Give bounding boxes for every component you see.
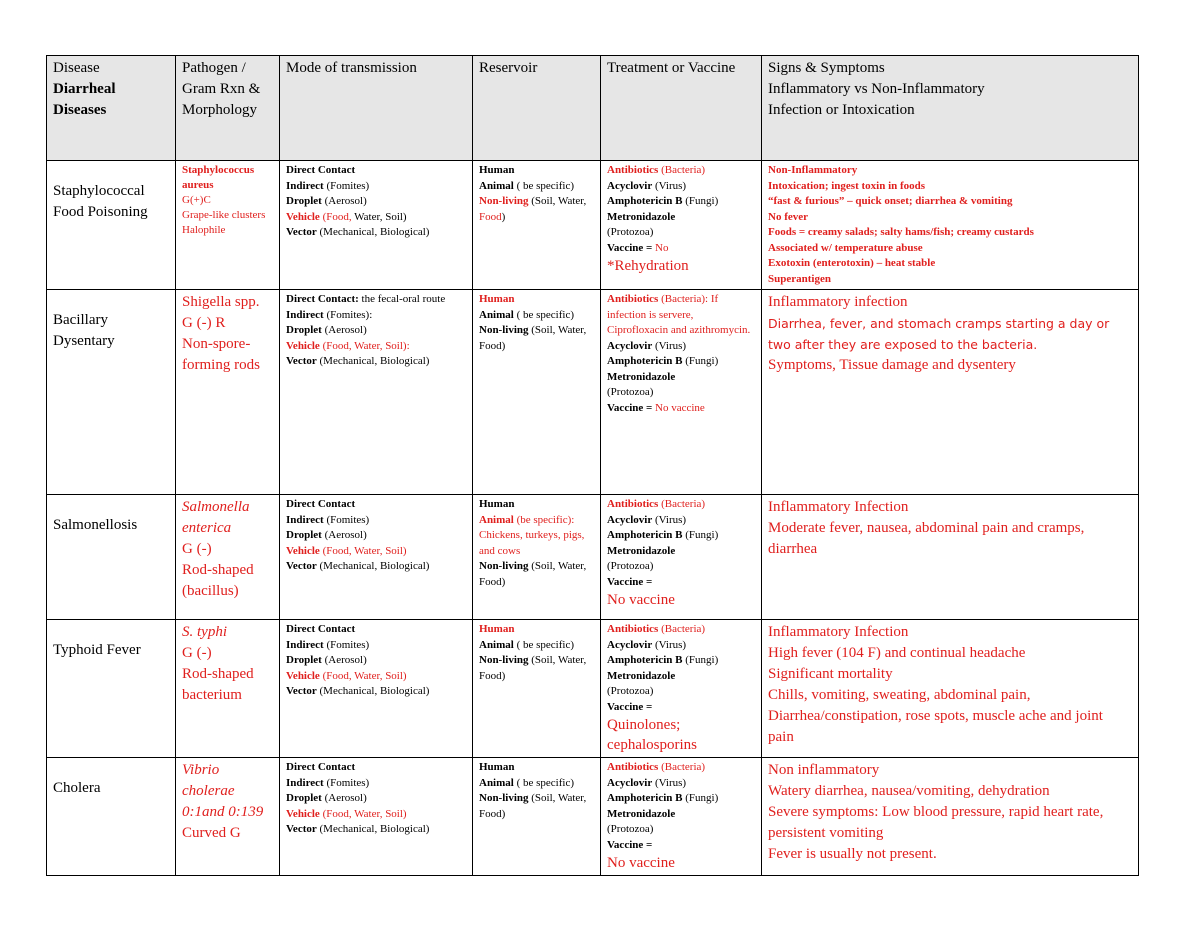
treatment-metronidazole: Metronidazole	[607, 669, 676, 682]
reservoir-nonliving-value: (Soil, Water, Food)	[479, 792, 587, 820]
sign-line: No fever	[768, 210, 809, 223]
reservoir-nonliving-value: (Soil, Water, Food)	[479, 654, 587, 682]
treatment-vaccine: Vaccine =	[607, 700, 653, 713]
mode-indirect: Indirect	[286, 179, 324, 192]
treatment-metronidazole: Metronidazole	[607, 807, 676, 820]
mode-indirect-value: (Fomites):	[326, 308, 373, 321]
mode-direct: Direct Contact	[286, 623, 356, 635]
reservoir-animal-value: ( be specific)	[516, 638, 575, 651]
header-reservoir: Reservoir	[473, 56, 601, 161]
signs-cell	[762, 161, 1139, 290]
treatment-amphotericin: Amphotericin B	[607, 792, 683, 804]
treatment-amphotericin: Amphotericin B	[607, 654, 683, 666]
treatment-antibiotics-value: (Bacteria)	[661, 761, 706, 773]
treatment-cell	[601, 290, 762, 495]
sign-line: Inflammatory Infection	[768, 624, 909, 640]
reservoir-animal-value: (be specific):	[516, 513, 575, 526]
signs-cell	[762, 620, 1139, 758]
pathogen-cell	[176, 620, 280, 758]
treatment-antibiotics-value: (Bacteria)	[661, 164, 706, 176]
mode-vehicle-value: (Food,	[322, 210, 352, 223]
header-disease	[47, 56, 176, 161]
reservoir-nonliving-value: (Soil, Water,	[531, 195, 587, 207]
treatment-vaccine-value: No	[655, 241, 669, 254]
reservoir-nonliving: Non-living	[479, 195, 529, 207]
treatment-cell	[601, 620, 762, 758]
sign-line: Intoxication; ingest toxin in foods	[768, 179, 926, 192]
header-disease-sub: Diarrheal Diseases	[53, 81, 116, 118]
signs-cell	[762, 495, 1139, 620]
mode-cell	[280, 161, 473, 290]
reservoir-animal-value: ( be specific)	[516, 776, 575, 789]
sign-line: Watery diarrhea, nausea/vomiting, dehydration	[768, 783, 1050, 799]
header-signs-1: Signs & Symptoms	[768, 60, 885, 76]
mode-vector-value: (Mechanical, Biological)	[319, 685, 430, 697]
mode-vehicle: Vehicle	[286, 210, 320, 223]
treatment-acyclovir: Acyclovir	[607, 179, 653, 192]
reservoir-animal: Animal	[479, 513, 514, 526]
treatment-amphotericin-value: (Fungi)	[685, 654, 719, 666]
header-row	[47, 56, 1139, 161]
treatment-cell	[601, 495, 762, 620]
pathogen-name: S. typhi	[182, 624, 227, 640]
reservoir-human: Human	[479, 293, 515, 305]
treatment-antibiotics: Antibiotics	[607, 623, 659, 635]
mode-vector: Vector	[286, 560, 317, 572]
reservoir-human: Human	[479, 498, 515, 510]
disease-cell: Staphylococcal Food Poisoning	[47, 161, 176, 290]
mode-cell	[280, 290, 473, 495]
treatment-rehydration: *Rehydration	[607, 258, 689, 274]
mode-indirect: Indirect	[286, 308, 324, 321]
treatment-acyclovir: Acyclovir	[607, 776, 653, 789]
mode-vehicle-value: (Food, Water, Soil)	[322, 669, 407, 682]
treatment-antibiotics: Antibiotics	[607, 761, 659, 773]
treatment-vaccine: Vaccine =	[607, 838, 653, 851]
pathogen-name: Salmonella enterica	[182, 499, 250, 536]
reservoir-animal-list: Chickens, turkeys, pigs, and cows	[479, 529, 585, 557]
sign-line: Moderate fever, nausea, abdominal pain and cramps, diarrhea	[768, 520, 1085, 557]
table-row	[47, 495, 1139, 620]
sign-line: Symptoms, Tissue damage and dysentery	[768, 357, 1016, 373]
treatment-vaccine-value: No vaccine	[655, 401, 705, 414]
treatment-amphotericin: Amphotericin B	[607, 529, 683, 541]
header-signs-3: Infection or Intoxication	[768, 102, 915, 118]
treatment-acyclovir: Acyclovir	[607, 339, 653, 352]
mode-cell	[280, 758, 473, 876]
treatment-metronidazole-value: (Protozoa)	[607, 386, 654, 398]
reservoir-cell	[473, 161, 601, 290]
mode-vector-value: (Mechanical, Biological)	[319, 560, 430, 572]
treatment-amphotericin-value: (Fungi)	[685, 529, 719, 541]
reservoir-animal-value: ( be specific)	[516, 179, 575, 192]
table-row	[47, 161, 1139, 290]
treatment-metronidazole: Metronidazole	[607, 210, 676, 223]
mode-indirect-value: (Fomites)	[326, 776, 370, 789]
sign-line: Significant mortality	[768, 666, 893, 682]
reservoir-cell	[473, 620, 601, 758]
mode-droplet: Droplet	[286, 529, 322, 541]
disease-cell: Salmonellosis	[47, 495, 176, 620]
reservoir-animal: Animal	[479, 638, 514, 651]
mode-vehicle-value: (Food, Water, Soil):	[322, 339, 410, 352]
pathogen-cell	[176, 758, 280, 876]
mode-indirect-value: (Fomites)	[326, 179, 370, 192]
reservoir-nonliving: Non-living	[479, 654, 529, 666]
mode-vehicle: Vehicle	[286, 339, 320, 352]
reservoir-cell	[473, 290, 601, 495]
treatment-acyclovir-value: (Virus)	[654, 339, 687, 352]
mode-droplet-value: (Aerosol)	[324, 529, 367, 541]
sign-line: Foods = creamy salads; salty hams/fish; creamy custards	[768, 226, 1034, 238]
mode-vehicle: Vehicle	[286, 544, 320, 557]
pathogen-morphology: Grape-like clusters	[182, 209, 266, 221]
pathogen-name: Vibrio cholerae 0:1and 0:139	[182, 762, 264, 820]
reservoir-human: Human	[479, 164, 515, 176]
treatment-antibiotics: Antibiotics	[607, 293, 659, 305]
treatment-acyclovir: Acyclovir	[607, 638, 653, 651]
pathogen-trait: Halophile	[182, 224, 226, 236]
reservoir-nonliving: Non-living	[479, 324, 529, 336]
treatment-antibiotics-value: (Bacteria): If infection is servere, Ciprofloxacin and azithromycin.	[607, 293, 751, 336]
mode-direct: Direct Contact	[286, 761, 356, 773]
treatment-vaccine: Vaccine =	[607, 401, 653, 414]
reservoir-nonliving-value: (Soil, Water, Food)	[479, 560, 587, 588]
diarrheal-diseases-table	[46, 55, 1139, 876]
mode-droplet: Droplet	[286, 654, 322, 666]
mode-droplet-value: (Aerosol)	[324, 792, 367, 804]
pathogen-gram: G (-) R	[182, 315, 226, 331]
mode-droplet: Droplet	[286, 792, 322, 804]
mode-vector: Vector	[286, 823, 317, 835]
treatment-acyclovir-value: (Virus)	[654, 776, 687, 789]
treatment-amphotericin-value: (Fungi)	[685, 195, 719, 207]
pathogen-name: Shigella spp.	[182, 294, 260, 310]
treatment-antibiotics: Antibiotics	[607, 164, 659, 176]
reservoir-cell	[473, 495, 601, 620]
treatment-amphotericin-value: (Fungi)	[685, 355, 719, 367]
mode-vector: Vector	[286, 355, 317, 367]
treatment-antibiotics-value: (Bacteria)	[661, 623, 706, 635]
reservoir-animal: Animal	[479, 776, 514, 789]
sign-line: Associated w/ temperature abuse	[768, 241, 923, 254]
treatment-vaccine-value: No vaccine	[607, 592, 675, 608]
table-row	[47, 758, 1139, 876]
sign-line: Inflammatory Infection	[768, 499, 909, 515]
sign-line: Severe symptoms: Low blood pressure, rapid heart rate, persistent vomiting	[768, 804, 1104, 841]
pathogen-gram: G(+)C	[182, 194, 211, 206]
pathogen-morphology: Non-spore-forming rods	[182, 336, 260, 373]
reservoir-human: Human	[479, 761, 515, 773]
mode-droplet-value: (Aerosol)	[324, 324, 367, 336]
mode-direct: Direct Contact	[286, 164, 356, 176]
treatment-vaccine-value: Quinolones; cephalosporins	[607, 717, 697, 753]
sign-line: Exotoxin (enterotoxin) – heat stable	[768, 257, 936, 269]
mode-direct-value: the fecal-oral route	[361, 293, 446, 305]
mode-droplet: Droplet	[286, 324, 322, 336]
reservoir-nonliving-value: (Soil, Water, Food)	[479, 324, 587, 352]
treatment-acyclovir: Acyclovir	[607, 513, 653, 526]
header-signs-2: Inflammatory vs Non-Inflammatory	[768, 81, 985, 97]
mode-vehicle-value: (Food, Water, Soil)	[322, 807, 407, 820]
treatment-metronidazole-value: (Protozoa)	[607, 560, 654, 572]
reservoir-nonliving-food: Food	[479, 210, 502, 223]
reservoir-animal-value: ( be specific)	[516, 308, 575, 321]
header-mode: Mode of transmission	[280, 56, 473, 161]
treatment-antibiotics: Antibiotics	[607, 498, 659, 510]
header-treatment: Treatment or Vaccine	[601, 56, 762, 161]
pathogen-gram: G (-)	[182, 541, 212, 557]
mode-direct: Direct Contact	[286, 498, 356, 510]
treatment-vaccine-value: No vaccine	[607, 855, 675, 871]
mode-vector: Vector	[286, 685, 317, 697]
disease-cell: Typhoid Fever	[47, 620, 176, 758]
signs-cell	[762, 758, 1139, 876]
treatment-metronidazole-value: (Protozoa)	[607, 226, 654, 238]
sign-line: Diarrhea, fever, and stomach cramps starting a day or two after they are exposed to the bacteria.	[768, 316, 1110, 352]
pathogen-cell	[176, 495, 280, 620]
table-row	[47, 290, 1139, 495]
treatment-amphotericin: Amphotericin B	[607, 195, 683, 207]
treatment-metronidazole: Metronidazole	[607, 370, 676, 383]
treatment-acyclovir-value: (Virus)	[654, 179, 687, 192]
treatment-metronidazole-value: (Protozoa)	[607, 685, 654, 697]
mode-droplet-value: (Aerosol)	[324, 195, 367, 207]
mode-vector-value: (Mechanical, Biological)	[319, 823, 430, 835]
mode-direct: Direct Contact:	[286, 293, 359, 305]
header-disease-label: Disease	[53, 60, 100, 76]
sign-line: Superantigen	[768, 272, 831, 285]
treatment-metronidazole: Metronidazole	[607, 544, 676, 557]
treatment-acyclovir-value: (Virus)	[654, 638, 687, 651]
treatment-cell	[601, 161, 762, 290]
mode-vehicle: Vehicle	[286, 669, 320, 682]
pathogen-cell	[176, 161, 280, 290]
mode-vector-value: (Mechanical, Biological)	[319, 355, 430, 367]
mode-cell	[280, 495, 473, 620]
reservoir-human: Human	[479, 623, 515, 635]
treatment-metronidazole-value: (Protozoa)	[607, 823, 654, 835]
sign-line: High fever (104 F) and continual headache	[768, 645, 1026, 661]
reservoir-animal: Animal	[479, 308, 514, 321]
treatment-acyclovir-value: (Virus)	[654, 513, 687, 526]
pathogen-morphology: Curved G	[182, 825, 241, 841]
reservoir-animal: Animal	[479, 179, 514, 192]
pathogen-cell	[176, 290, 280, 495]
mode-vehicle: Vehicle	[286, 807, 320, 820]
mode-indirect-value: (Fomites)	[326, 513, 370, 526]
sign-line: Fever is usually not present.	[768, 846, 937, 862]
treatment-cell	[601, 758, 762, 876]
pathogen-morphology: Rod-shaped (bacillus)	[182, 562, 254, 599]
disease-cell: Cholera	[47, 758, 176, 876]
reservoir-nonliving: Non-living	[479, 792, 529, 804]
sign-line: Inflammatory infection	[768, 294, 908, 310]
mode-indirect: Indirect	[286, 513, 324, 526]
mode-vehicle-value: (Food, Water, Soil)	[322, 544, 407, 557]
treatment-vaccine: Vaccine =	[607, 241, 653, 254]
mode-droplet-value: (Aerosol)	[324, 654, 367, 666]
treatment-antibiotics-value: (Bacteria)	[661, 498, 706, 510]
sign-line: Non-Inflammatory	[768, 164, 858, 176]
pathogen-morphology: Rod-shaped bacterium	[182, 666, 254, 703]
header-signs	[762, 56, 1139, 161]
table-row	[47, 620, 1139, 758]
sign-line: Chills, vomiting, sweating, abdominal pain, Diarrhea/constipation, rose spots, muscle ache and joint pain	[768, 687, 1103, 745]
mode-cell	[280, 620, 473, 758]
mode-indirect-value: (Fomites)	[326, 638, 370, 651]
mode-indirect: Indirect	[286, 638, 324, 651]
mode-droplet: Droplet	[286, 195, 322, 207]
mode-vector: Vector	[286, 226, 317, 238]
sign-line: “fast & furious” – quick onset; diarrhea & vomiting	[768, 195, 1013, 207]
reservoir-nonliving-close: )	[501, 210, 506, 223]
sign-line: Non inflammatory	[768, 762, 880, 778]
treatment-amphotericin: Amphotericin B	[607, 355, 683, 367]
reservoir-nonliving: Non-living	[479, 560, 529, 572]
mode-vector-value: (Mechanical, Biological)	[319, 226, 430, 238]
disease-cell: Bacillary Dysentary	[47, 290, 176, 495]
signs-cell	[762, 290, 1139, 495]
mode-indirect: Indirect	[286, 776, 324, 789]
mode-vehicle-value-2: Water, Soil)	[354, 210, 407, 223]
pathogen-gram: G (-)	[182, 645, 212, 661]
pathogen-name: Staphylococcus aureus	[182, 164, 255, 191]
treatment-vaccine: Vaccine =	[607, 575, 653, 588]
treatment-amphotericin-value: (Fungi)	[685, 792, 719, 804]
header-pathogen: Pathogen / Gram Rxn & Morphology	[176, 56, 280, 161]
reservoir-cell	[473, 758, 601, 876]
